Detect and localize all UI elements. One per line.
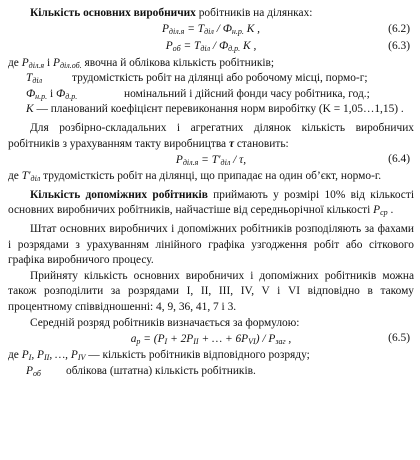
definition-row-p-ob [8,364,414,380]
paragraph-text-end: становить: [234,137,289,150]
symbol-tau: τ [228,137,235,150]
equation-number: (6.3) [388,39,410,52]
paragraph-text: приймають у розмірі 10% від кількості основних виробничих робітників, найчастіше від середньорічної кількості [8,188,414,217]
equation-body: $P_{діл.я} = T_{діл} / Ф_{н.р.}$ K , [161,23,261,37]
symbol-p-ob: $P_{об}$ [26,364,41,378]
section-heading: Кількість основних виробничих [30,7,196,19]
equation-6-4 [8,152,414,169]
section-heading-rest: робітників на ділянках: [195,7,313,19]
definition-lead: де [8,56,22,69]
symbol-t-prime: $T'_{діл}$ [21,170,41,184]
symbol-f: $Ф_{н.р.}$ і $Ф_{д.р.}$ [26,87,78,101]
equation-6-2 [8,22,414,39]
equation-number: (6.5) [388,332,410,345]
definition-text: явочна й облікова кількість робітників; [81,56,275,69]
symbol-t-dil: $T_{діл}$ [26,72,43,86]
equation-body: $a_р = (P_I + 2P_{II}$ + … + $6P_{VI}) / P_{заг}$ , [130,332,292,346]
paragraph-assembly [8,121,414,152]
symbol-p-sr: $P_{ср}$ [373,204,388,218]
definition-row-f [8,87,414,103]
paragraph-auxiliary [8,188,414,219]
equation-number: (6.2) [388,22,410,35]
symbol-p-dil-ob: $P_{діл.об.}$ [53,56,82,70]
equation-6-5 [8,331,414,348]
paragraph-grades: Прийняту кількість основних виробничих і допоміжних робітників можна також розподілити за розрядами I, II, III, IV, V і VI відповідно в такому процентному співвідношенні: 4, 9, 36, 41, 7 і 3. [8,269,414,313]
section-heading-paragraph [8,6,414,22]
definition-line-3 [8,348,414,364]
paragraph-end: . [387,204,394,217]
paragraph-staff: Штат основних виробничих і допоміжних робітників розподіляють за фахами і розрядами з урахуванням лінійного графіка узгодження робіт або сіткового графіка виробничого процесу. [8,222,414,267]
definition-text: — планований коефіцієнт перевиконання норм виробітку (K = 1,05…1,15) . [33,103,404,116]
definition-lead: де [8,170,22,183]
definition-lead: де [8,349,22,362]
equation-body: $P_{діл.я} = T'_{діл} / \tau$, [175,153,247,167]
definition-line [8,56,414,72]
symbol-k: K [26,103,34,116]
definition-and: і [44,56,54,69]
paragraph-average: Середній розряд робітників визначається за формулою: [30,316,300,329]
equation-6-3 [8,39,414,56]
definition-text: трудомісткість робіт на ділянці, що припадає на один об’єкт, нормо-г. [40,170,382,183]
definition-text: облікова (штатна) кількість робітників. [66,364,256,377]
definition-text: трудомісткість робіт на ділянці або робочому місці, пормо-г; [72,72,368,85]
equation-number: (6.4) [388,153,410,166]
definition-text: номінальний і дійсний фонди часу робітника, год.; [124,87,370,100]
definition-line-2 [8,169,414,185]
definition-row-t [8,71,414,87]
definition-text: — кількість робітників відповідного розряду; [85,349,310,362]
symbol-p-grades: $P_I$, $P_{II}$, …, $P_{IV}$ [21,349,86,363]
paragraph-text: Для розбірно-складальних і агрегатних ділянок кількість виробничих робітників з урахуванням такту виробництва [8,121,414,150]
definition-row-k [8,102,414,118]
paragraph-bold-term: Кількість допоміжних робітників [30,188,208,201]
symbol-p-dil-ya: $P_{діл.я}$ [21,56,45,70]
equation-body: $P_{об} = T_{діл} / Ф_{д.р.}$ K , [165,40,257,54]
